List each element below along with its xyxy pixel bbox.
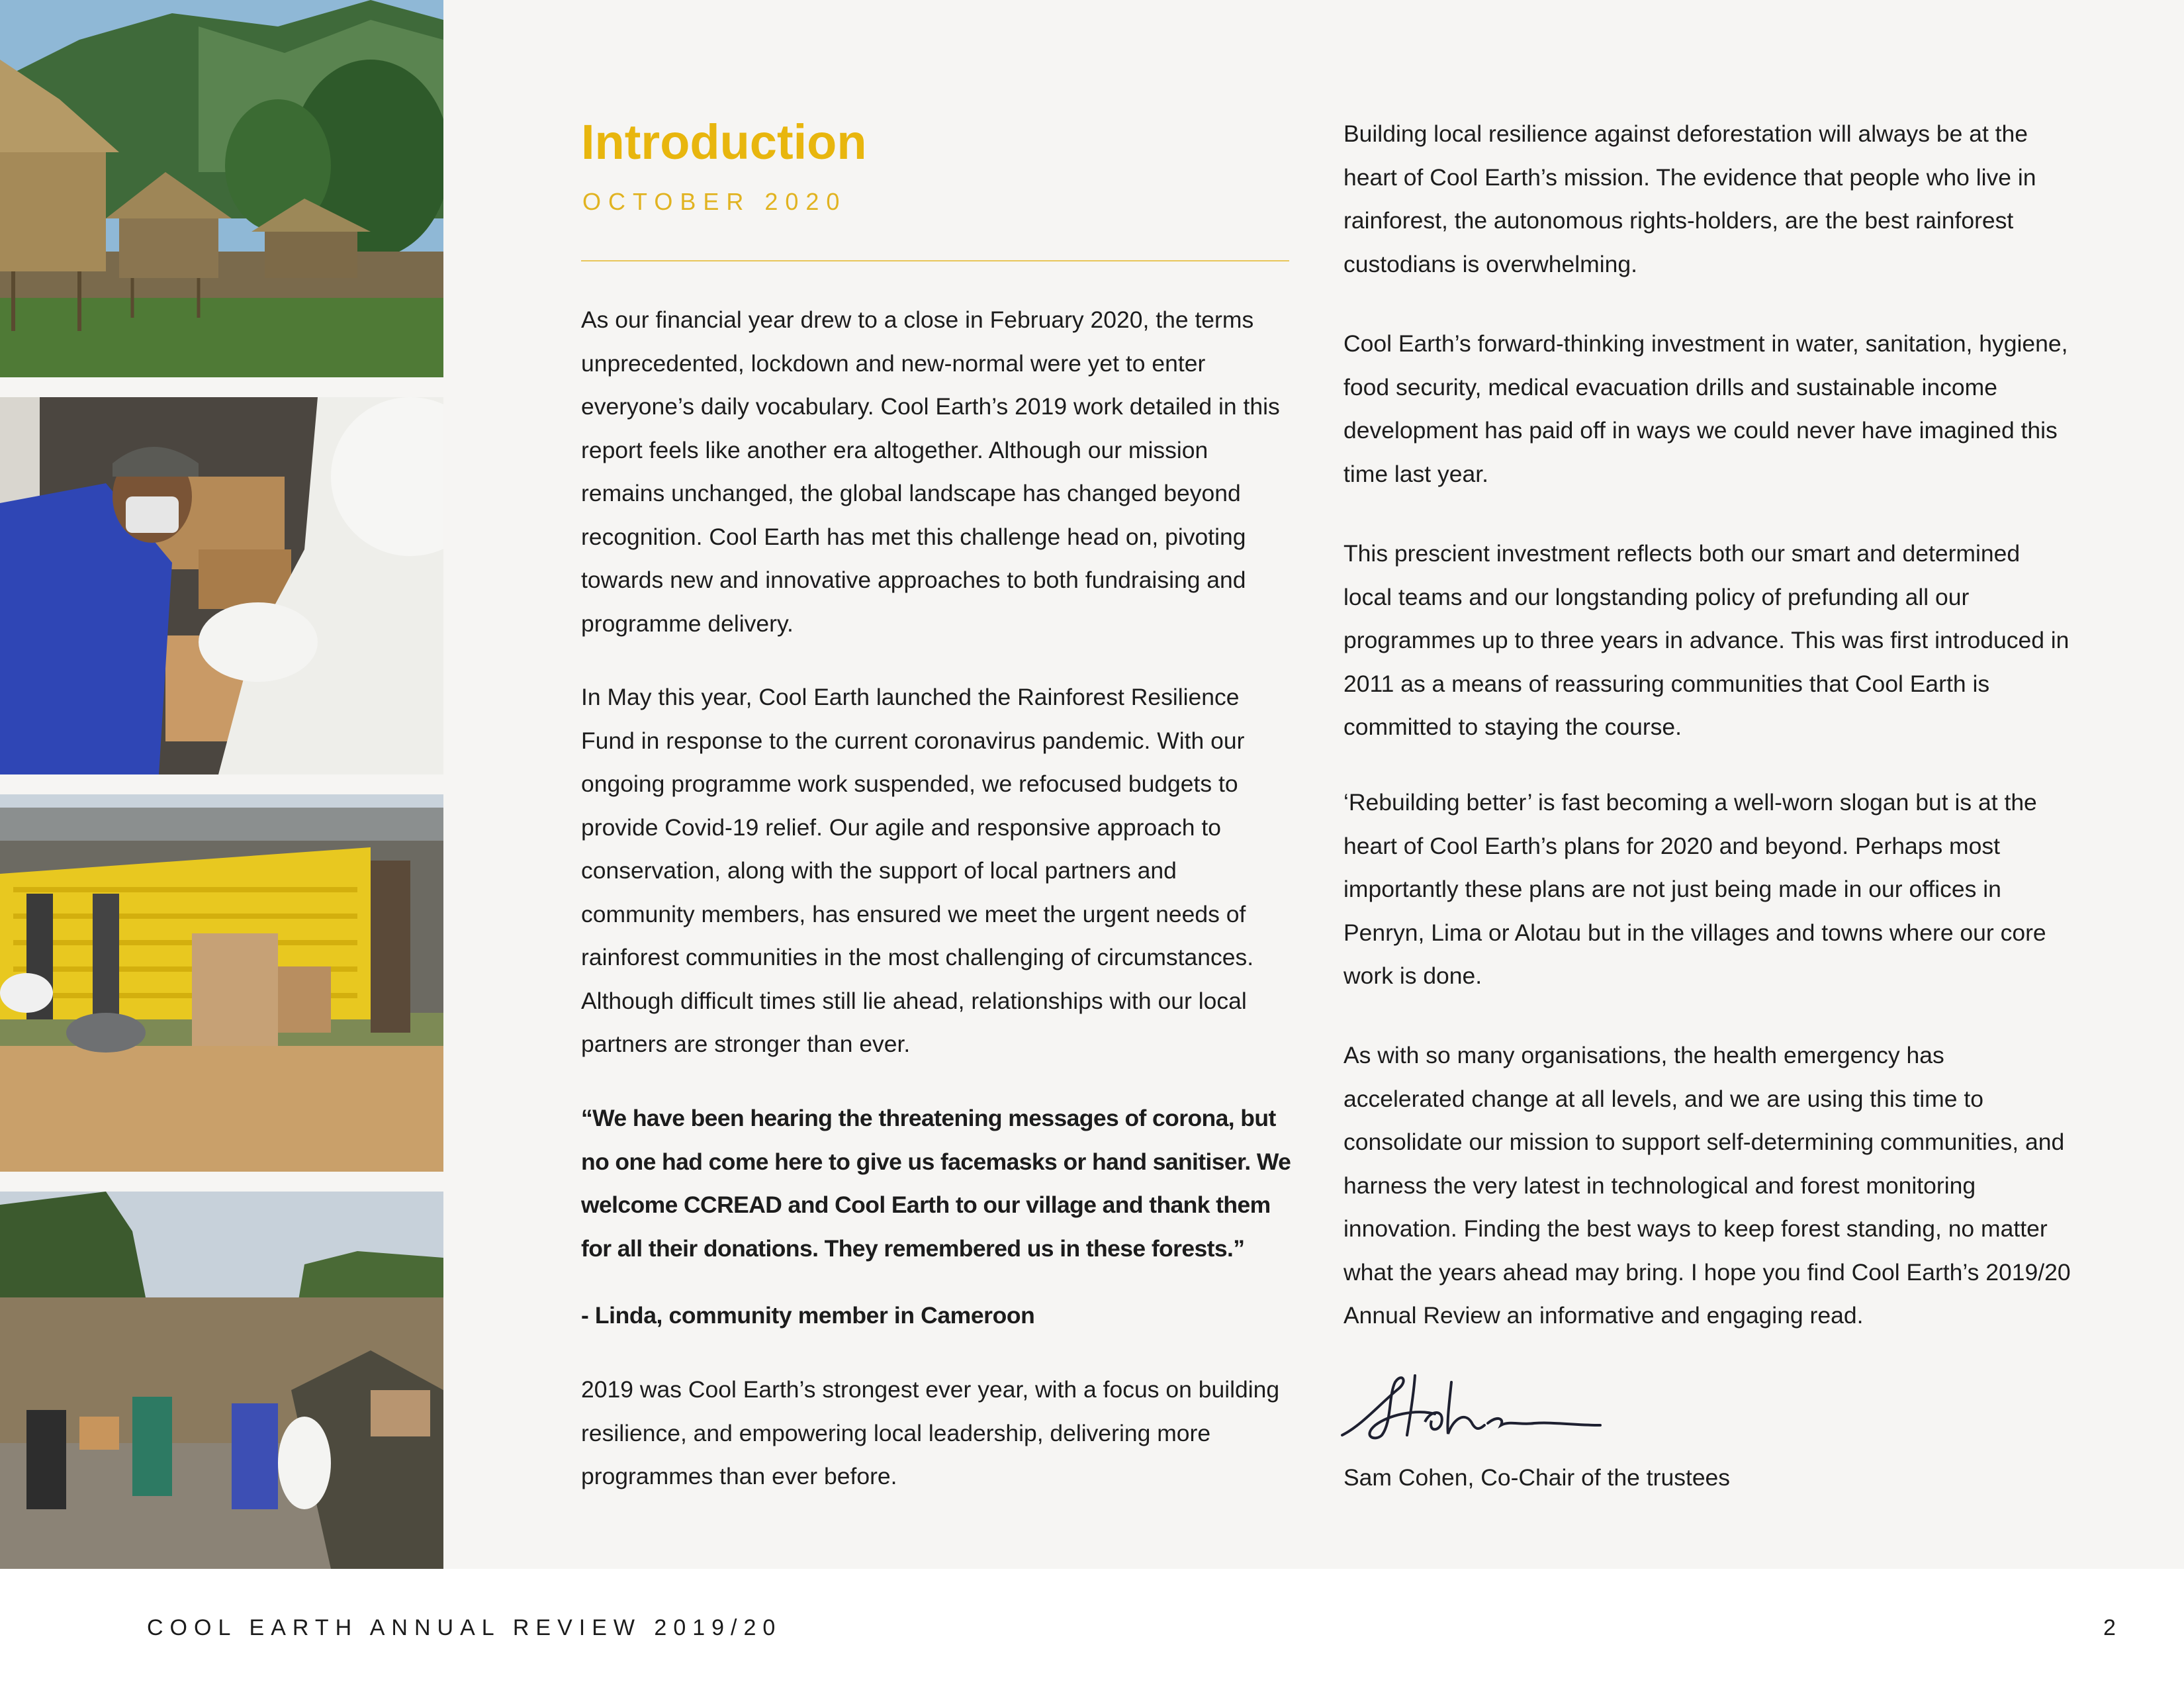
intro-paragraph-2: In May this year, Cool Earth launched the Rainforest Resilience Fund in response to the current coronavirus pandemic. With our ongoing programme work suspended, we refocused budgets to provide Covid-19 relief. Our agile and responsive approach to conservation, along with the support of local partners and community members, has ensured we meet the urgent needs of rainforest communities in the most challenging of circumstances. Although difficult times still lie ahead, relationships with our local partners are stronger than ever. xyxy=(581,684,1254,1057)
right-paragraph-4: ‘Rebuilding better’ is fast becoming a well-worn slogan but is at the heart of Cool Earth’s plans for 2020 and beyond. Perhaps most importantly these plans are not just being made in our offices in Penryn, Lima or Alotau but in the villages and towns where our core work is done. xyxy=(1343,789,2046,989)
food-supplies-photo xyxy=(0,794,443,1172)
handwritten-signature xyxy=(1336,1362,1614,1448)
header-divider xyxy=(581,260,1289,261)
signatory-name: Sam Cohen, Co-Chair of the trustees xyxy=(1343,1464,1731,1491)
community-quote: “We have been hearing the threatening messages of corona, but no one had come here to give us facemasks or hand sanitiser. We welcome CCREAD and Cool Earth to our village and thank them for all their donations. They remembered us in these forests.” xyxy=(581,1105,1291,1262)
right-paragraph-5: As with so many organisations, the health emergency has accelerated change at all levels, and we are using this time to consolidate our mission to support self-determining communities, and harness the very latest in technological and forest monitoring innovation. Finding the best ways to keep forest standing, no matter what the years ahead may bring. I hope you find Cool Earth’s 2019/20 Annual Review an informative and engaging read. xyxy=(1343,1042,2071,1329)
right-paragraph-1: Building local resilience against deforestation will always be at the heart of Cool Earth’s mission. The evidence that people who live in rainforest, the autonomous rights-holders, are the best rainforest custodians is overwhelming. xyxy=(1343,120,2036,277)
aid-delivery-vehicle-photo xyxy=(0,397,443,774)
village-huts-photo xyxy=(0,0,443,377)
right-paragraph-3: This prescient investment reflects both our smart and determined local teams and our longstanding policy of prefunding all our programmes up to three years in advance. This was first introduced in 2011 as a means of reassuring communities that Cool Earth is committed to staying the course. xyxy=(1343,540,2070,740)
river-boat-delivery-photo xyxy=(0,1192,443,1569)
intro-paragraph-3: 2019 was Cool Earth’s strongest ever year, with a focus on building resilience, and empowering local leadership, delivering more programmes than ever before. xyxy=(581,1376,1280,1489)
intro-paragraph-1: As our financial year drew to a close in February 2020, the terms unprecedented, lockdown and new-normal were yet to enter everyone’s daily vocabulary. Cool Earth’s 2019 work detailed in this report feels like another era altogether. Although our mission remains unchanged, the global landscape has changed beyond recognition. Cool Earth has met this challenge head on, pivoting towards new and innovative approaches to both fundraising and programme delivery. xyxy=(581,306,1280,637)
publication-date: OCTOBER 2020 xyxy=(582,188,847,215)
quote-attribution: - Linda, community member in Cameroon xyxy=(581,1302,1035,1329)
page-number: 2 xyxy=(2103,1615,2116,1640)
right-paragraph-2: Cool Earth’s forward-thinking investment in water, sanitation, hygiene, food security, medical evacuation drills and sustainable income development has paid off in ways we could never have imagined this time last year. xyxy=(1343,330,2068,487)
page-title: Introduction xyxy=(581,115,867,169)
footer-publication-title: COOL EARTH ANNUAL REVIEW 2019/20 xyxy=(147,1615,782,1640)
